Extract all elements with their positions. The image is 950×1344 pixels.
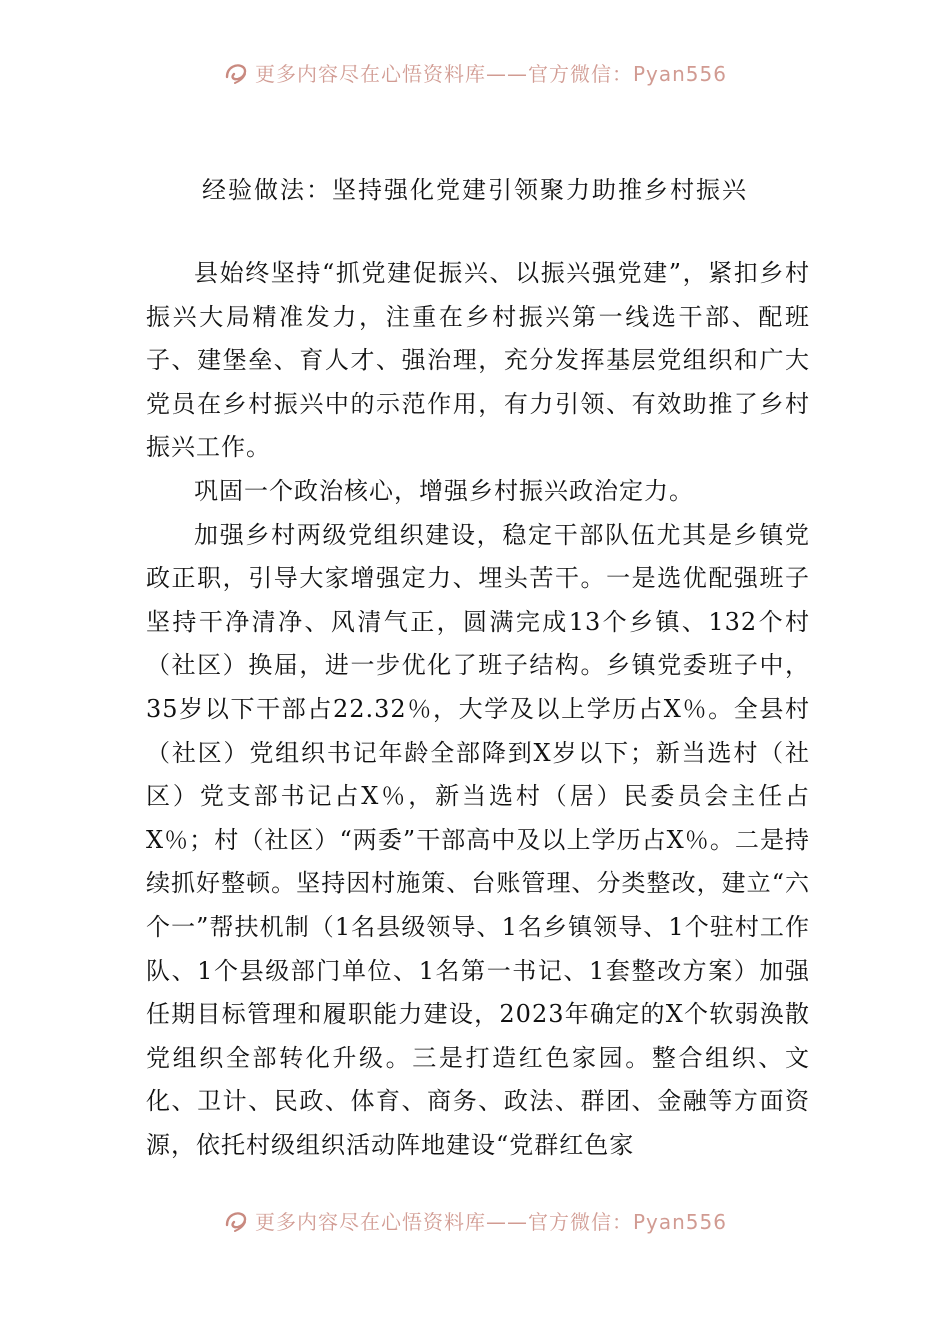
- watermark-footer: [0, 1200, 950, 1240]
- document-body: [146, 252, 810, 1167]
- watermark-text: 更多内容尽在心悟资料库——官方微信：Pyan556: [254, 61, 727, 86]
- paragraph: 巩固一个政治核心，增强乡村振兴政治定力。: [194, 476, 694, 505]
- paragraph: 加强乡村两级党组织建设，稳定干部队伍尤其是乡镇党政正职，引导大家增强定力、埋头苦干。一是选优配强班子坚持干净清净、风清气正，圆满完成13个乡镇、132个村（社区）换届，进一步优化了班子结构。乡镇党委班子中，35岁以下干部占22.32％，大学及以上学历占X％。全县村（社区）党组织书记年龄全部降到X岁以下；新当选村（社区）党支部书记占X％，新当选村（居）民委员会主任占X％；村（社区）“两委”干部高中及以上学历占X％。二是持续抓好整顿。坚持因村施策、台账管理、分类整改，建立“六个一”帮扶机制（1名县级领导、1名乡镇领导、1个驻村工作队、1个县级部门单位、1名第一书记、1套整改方案）加强任期目标管理和履职能力建设，2023年确定的X个软弱涣散党组织全部转化升级。三是打造红色家园。整合组织、文化、卫计、民政、体育、商务、政法、群团、金融等方面资源，依托村级组织活动阵地建设“党群红色家: [146, 520, 810, 1159]
- watermark-text: 更多内容尽在心悟资料库——官方微信：Pyan556: [254, 1209, 727, 1234]
- watermark-header: [0, 52, 950, 92]
- logo-icon: [223, 1207, 249, 1233]
- logo-icon: [223, 59, 249, 85]
- paragraph: 县始终坚持“抓党建促振兴、以振兴强党建”，紧扣乡村振兴大局精准发力，注重在乡村振兴第一线选干部、配班子、建堡垒、育人才、强治理，充分发挥基层党组织和广大党员在乡村振兴中的示范作用，有力引领、有效助推了乡村振兴工作。: [146, 259, 810, 462]
- document-title: 经验做法：坚持强化党建引领聚力助推乡村振兴: [202, 176, 748, 204]
